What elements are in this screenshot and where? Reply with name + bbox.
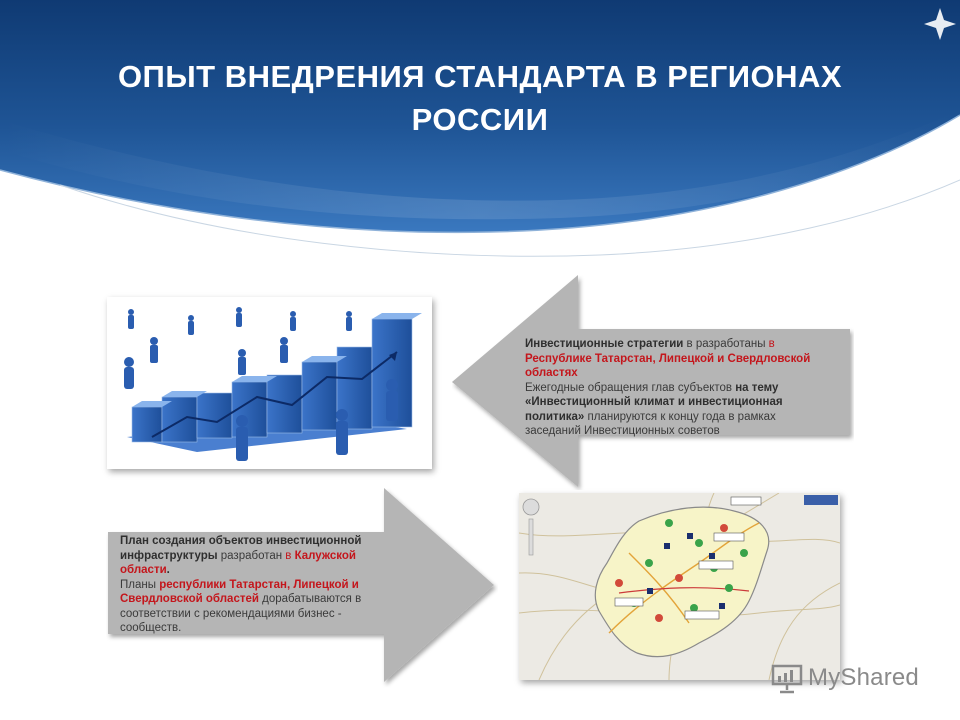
region-map-image: [519, 493, 840, 680]
map-zoom-slider: [529, 519, 533, 555]
slide-title: [80, 55, 880, 141]
plan-bold: План создания объектов инвестиционной инфраструктуры: [120, 535, 362, 562]
myshared-watermark: [770, 662, 940, 694]
slide-title-line2: РОССИИ: [411, 102, 549, 137]
arrow-infrastructure-plan: [106, 488, 498, 688]
watermark-text: MyShared: [808, 664, 919, 691]
investment-strategies-text: [525, 337, 825, 439]
strategies-regions: Республике Татарстан, Липецкой и Свердловской областях: [525, 352, 811, 379]
slide-title-line1: ОПЫТ ВНЕДРЕНИЯ СТАНДАРТА В РЕГИОНАХ: [117, 59, 843, 94]
plan-normal: разработан: [217, 549, 286, 562]
strategies-bold: Инвестиционные стратегии: [525, 338, 684, 350]
strategies-normal: в разработаны: [683, 338, 769, 350]
presentation-icon: [770, 662, 806, 694]
business-growth-illustration: [107, 297, 432, 469]
header-banner: [0, 0, 960, 270]
plans-regions: республики Татарстан, Липецкой и Свердловской областей: [120, 578, 359, 605]
appeals-normal-1: Ежегодные обращения глав субъектов: [525, 381, 736, 394]
arrow-investment-strategies: [452, 275, 854, 490]
plan-in: в: [285, 549, 292, 562]
plans-normal-2: дорабатываются в соответствии с рекомендациями бизнес - сообществ: [120, 593, 362, 634]
plan-region: Калужской области: [120, 549, 356, 576]
plans-normal-1: Планы: [120, 578, 160, 591]
appeals-normal-2: планируются к концу года в рамках заседаний Инвестиционных советов: [525, 410, 776, 437]
map-pan-control: [523, 499, 539, 515]
strategies-in: в: [768, 338, 775, 350]
plan-end: .: [166, 564, 170, 576]
plans-end: .: [178, 622, 182, 634]
infrastructure-plan-text: [120, 534, 406, 636]
appeals-topic: на тему «Инвестиционный климат и инвестиционная политика»: [525, 381, 783, 423]
